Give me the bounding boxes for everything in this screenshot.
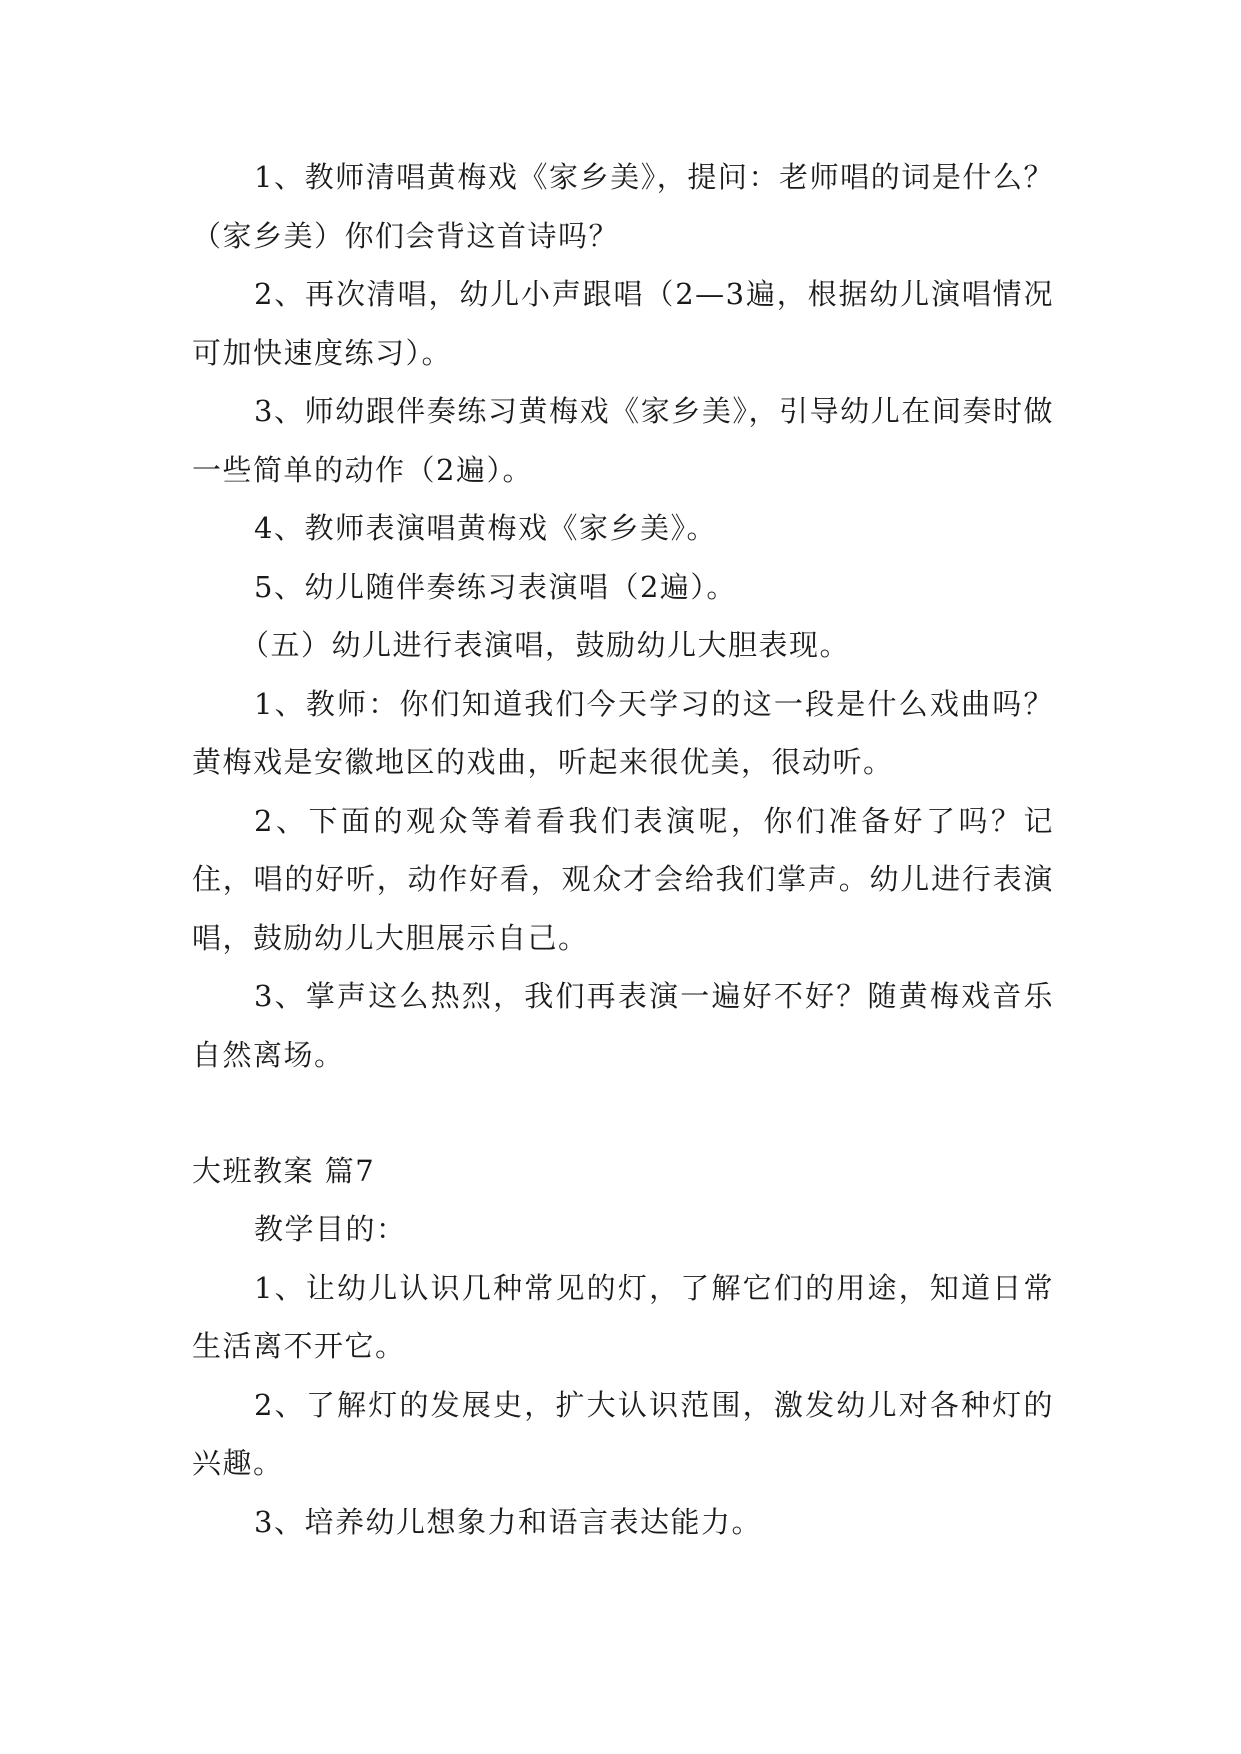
teaching-goal-heading: 教学目的： — [254, 1212, 407, 1246]
paragraph-step-4: 4、教师表演唱黄梅戏《家乡美》。 — [254, 511, 717, 545]
document-body — [192, 148, 1054, 1551]
paragraph-performance-3: 3、掌声这么热烈，我们再表演一遍好不好？随黄梅戏音乐自然离场。 — [192, 979, 1054, 1072]
paragraph-step-1: 1、教师清唱黄梅戏《家乡美》，提问：老师唱的词是什么？（家乡美）你们会背这首诗吗？ — [192, 160, 1054, 253]
paragraph-performance-2: 2、下面的观众等着看我们表演呢，你们准备好了吗？记住，唱的好听，动作好看，观众才会给我们掌声。幼儿进行表演唱，鼓励幼儿大胆展示自己。 — [192, 803, 1054, 955]
lesson-plan-title: 大班教案 篇7 — [192, 1154, 376, 1188]
paragraph-performance-1: 1、教师：你们知道我们今天学习的这一段是什么戏曲吗？黄梅戏是安徽地区的戏曲，听起来很优美，很动听。 — [192, 686, 1054, 779]
paragraph-step-3: 3、师幼跟伴奏练习黄梅戏《家乡美》，引导幼儿在间奏时做一些简单的动作（2遍）。 — [192, 394, 1054, 487]
paragraph-step-5: 5、幼儿随伴奏练习表演唱（2遍）。 — [254, 569, 737, 604]
paragraph-step-2: 2、再次清唱，幼儿小声跟唱（2—3遍，根据幼儿演唱情况可加快速度练习）。 — [192, 277, 1054, 370]
subheading-part-five: （五）幼儿进行表演唱，鼓励幼儿大胆表现。 — [240, 628, 851, 662]
goal-item-3: 3、培养幼儿想象力和语言表达能力。 — [254, 1504, 762, 1539]
goal-item-1: 1、让幼儿认识几种常见的灯，了解它们的用途，知道日常生活离不开它。 — [192, 1270, 1054, 1363]
goal-item-2: 2、了解灯的发展史，扩大认识范围，激发幼儿对各种灯的兴趣。 — [192, 1387, 1054, 1480]
section-spacer — [192, 1084, 1054, 1142]
